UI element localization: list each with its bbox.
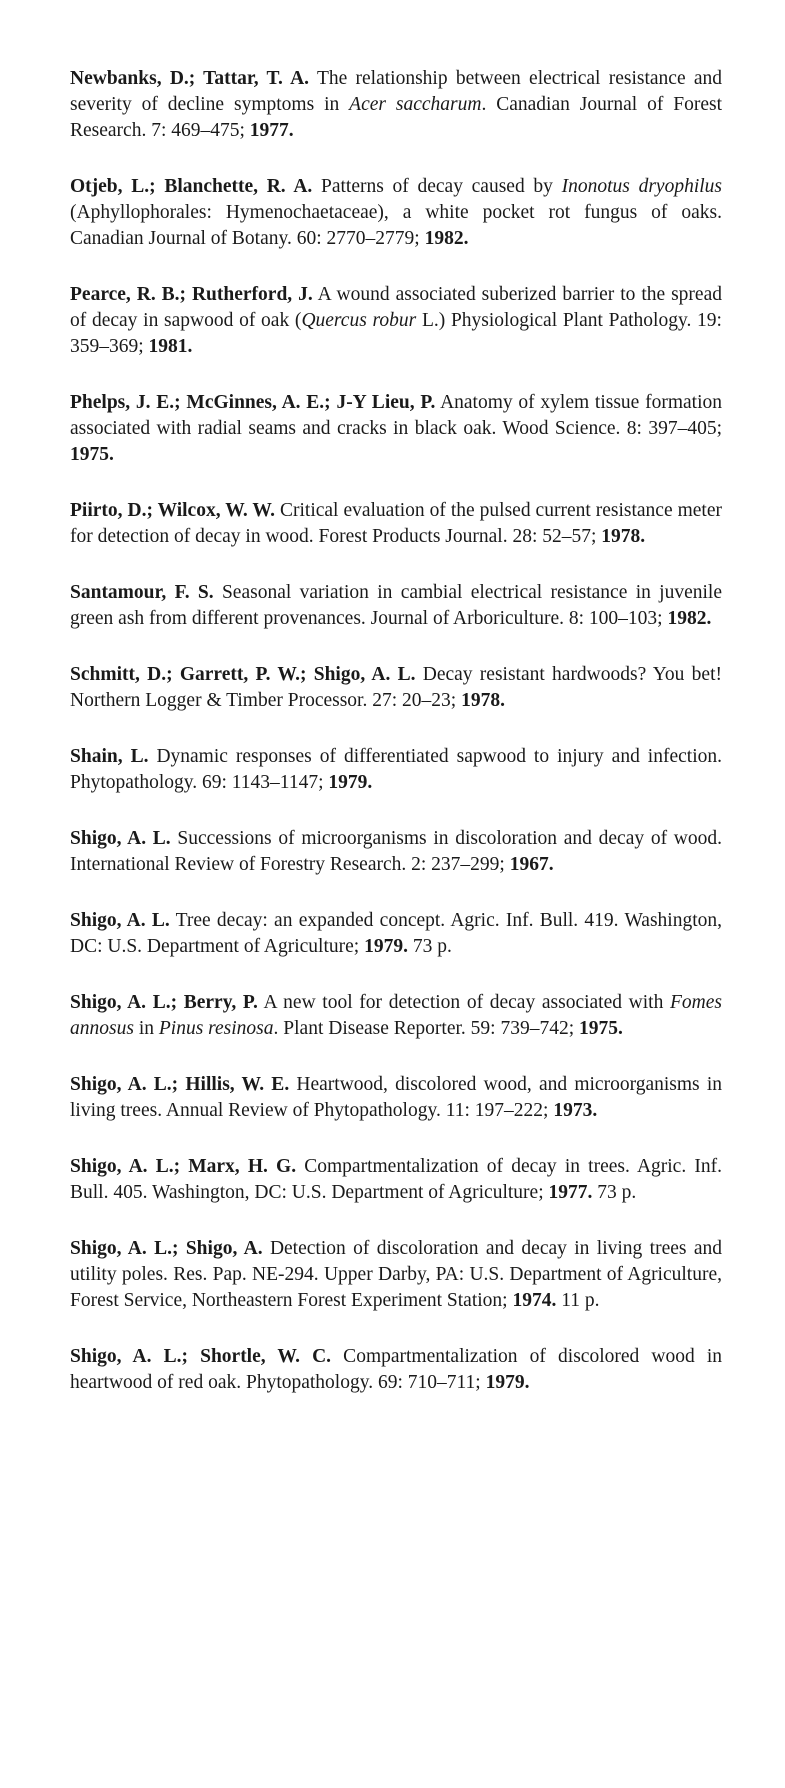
ref-part: 11 p. <box>556 1290 600 1311</box>
ref-part: 1979. <box>328 772 373 793</box>
ref-part: 1975. <box>70 444 114 465</box>
ref-part: . Canadian Journal of Forest Research. 7: 469–475; <box>70 94 722 141</box>
ref-part: 73 p. <box>407 936 452 957</box>
reference-entry <box>70 908 722 960</box>
ref-part: Patterns of decay caused by <box>312 176 562 197</box>
ref-part: Shigo, A. L.; Shortle, W. C. <box>70 1346 332 1367</box>
ref-part: Compartmentalization of decay in trees. Agric. Inf. Bull. 405. Washington, DC: U.S. Department of Agriculture; <box>70 1156 722 1203</box>
ref-part: 1981. <box>148 336 193 357</box>
ref-part: 1975. <box>579 1018 623 1039</box>
ref-part: Schmitt, D.; Garrett, P. W.; Shigo, A. L. <box>70 664 416 685</box>
ref-part: 1974. <box>512 1290 557 1311</box>
ref-part: Newbanks, D.; Tattar, T. A. <box>70 68 310 89</box>
ref-part: Shigo, A. L. <box>70 910 170 931</box>
ref-part: Shigo, A. L. <box>70 828 171 849</box>
reference-entry <box>70 498 722 550</box>
ref-part: Acer saccharum <box>349 94 482 115</box>
ref-part: Shigo, A. L.; Shigo, A. <box>70 1238 263 1259</box>
ref-part: 1977. <box>548 1182 593 1203</box>
ref-part: Heartwood, discolored wood, and microorganisms in living trees. Annual Review of Phytopathology. 11: 197–222; <box>70 1074 723 1121</box>
ref-part: 1973. <box>553 1100 598 1121</box>
ref-part: A wound associated suberized barrier to the spread of decay in sapwood of oak ( <box>70 284 722 331</box>
ref-part: Critical evaluation of the pulsed current resistance meter for detection of decay in wood. Forest Products Journal. 28: 52–57; <box>70 500 722 547</box>
ref-part: Shain, L. <box>70 746 149 767</box>
ref-part: Piirto, D.; Wilcox, W. W. <box>70 500 276 521</box>
ref-part: 1967. <box>509 854 554 875</box>
ref-part: 1979. <box>485 1372 530 1393</box>
ref-part: Fomes annosus <box>70 992 722 1039</box>
ref-part: Pearce, R. B.; Rutherford, J. <box>70 284 313 305</box>
reference-entry <box>70 1154 722 1206</box>
reference-list <box>70 66 722 1426</box>
reference-entry <box>70 1236 722 1314</box>
ref-part: 1979. <box>364 936 408 957</box>
ref-part: Dynamic responses of differentiated sapwood to injury and infection. Phytopathology. 69: 1143–1147; <box>70 746 722 793</box>
ref-part: Tree decay: an expanded concept. Agric. Inf. Bull. 419. Washington, DC: U.S. Department of Agriculture; <box>70 910 722 957</box>
ref-part: L.) Physiological Plant Pathology. 19: 359–369; <box>70 310 722 357</box>
reference-entry <box>70 662 722 714</box>
ref-part: Compartmentalization of discolored wood in heartwood of red oak. Phytopathology. 69: 710–711; <box>70 1346 722 1393</box>
ref-part: 1978. <box>601 526 646 547</box>
reference-entry <box>70 66 722 144</box>
ref-part: Santamour, F. S. <box>70 582 214 603</box>
ref-part: The relationship between electrical resistance and severity of decline symptoms in <box>70 68 722 115</box>
ref-part: Detection of discoloration and decay in living trees and utility poles. Res. Pap. NE-294. Upper Darby, PA: U.S. Department of Agriculture, Forest Service, Northeastern Forest Experiment Station; <box>70 1238 722 1311</box>
reference-entry <box>70 580 722 632</box>
reference-entry <box>70 1072 722 1124</box>
ref-part: Shigo, A. L.; Marx, H. G. <box>70 1156 297 1177</box>
ref-part: Successions of microorganisms in discoloration and decay of wood. International Review of Forestry Research. 2: 237–299; <box>70 828 722 875</box>
ref-part: 1977. <box>249 120 294 141</box>
ref-part: in <box>133 1018 159 1039</box>
ref-part: Decay resistant hardwoods? You bet! Northern Logger & Timber Processor. 27: 20–23; <box>70 664 722 711</box>
reference-entry <box>70 282 722 360</box>
ref-part: Phelps, J. E.; McGinnes, A. E.; J-Y Lieu, P. <box>70 392 436 413</box>
ref-part: (Aphyllophorales: Hymenochaetaceae), a white pocket rot fungus of oaks. Canadian Journal of Botany. 60: 2770–2779; <box>70 202 722 249</box>
ref-part: Shigo, A. L.; Hillis, W. E. <box>70 1074 290 1095</box>
ref-part: A new tool for detection of decay associated with <box>257 992 670 1013</box>
reference-entry <box>70 1344 722 1396</box>
ref-part: Seasonal variation in cambial electrical resistance in juvenile green ash from different provenances. Journal of Arboriculture. 8: 100–103; <box>70 582 722 629</box>
ref-part: Pinus resinosa <box>158 1018 274 1039</box>
reference-entry <box>70 390 722 468</box>
ref-part: 1982. <box>424 228 469 249</box>
ref-part: 1978. <box>461 690 505 711</box>
ref-part: Shigo, A. L.; Berry, P. <box>70 992 258 1013</box>
ref-part: Otjeb, L.; Blanchette, R. A. <box>70 176 313 197</box>
ref-part: . Plant Disease Reporter. 59: 739–742; <box>273 1018 579 1039</box>
ref-part: 1982. <box>667 608 712 629</box>
ref-part: Anatomy of xylem tissue formation associated with radial seams and cracks in black oak. Wood Science. 8: 397–405; <box>70 392 722 439</box>
ref-part: 73 p. <box>592 1182 637 1203</box>
ref-part: Quercus robur <box>301 310 417 331</box>
reference-entry <box>70 744 722 796</box>
reference-entry <box>70 826 722 878</box>
reference-entry <box>70 990 722 1042</box>
ref-part: Inonotus dryophilus <box>561 176 723 197</box>
reference-entry <box>70 174 722 252</box>
